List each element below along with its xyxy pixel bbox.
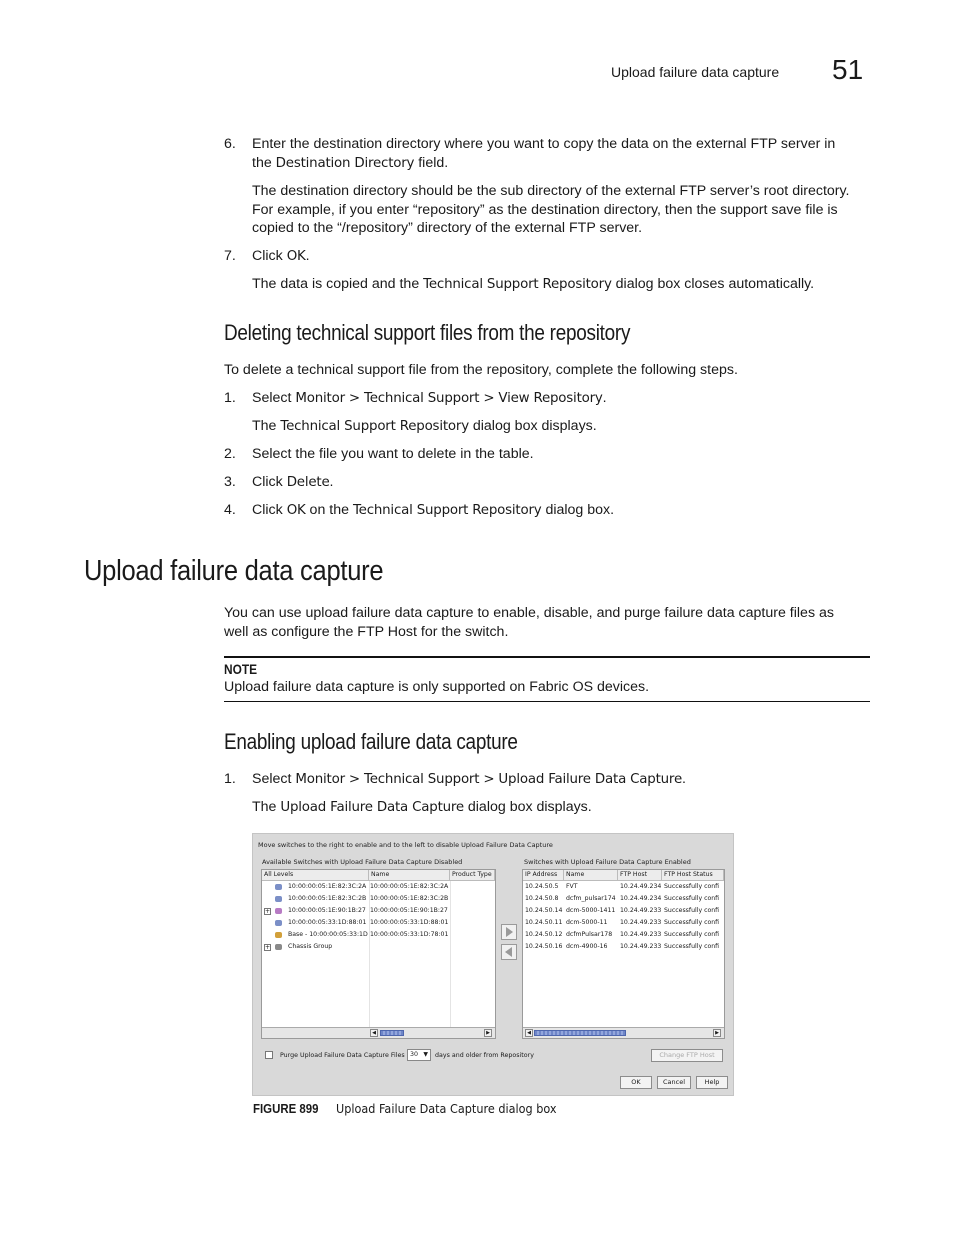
- delete-step-4: Click OK on the Technical Support Repository dialog box.: [252, 502, 615, 518]
- scroll-left-icon[interactable]: ◀: [370, 1029, 378, 1037]
- available-switches-table[interactable]: [261, 869, 496, 1039]
- note-label: NOTE: [224, 661, 258, 677]
- expand-icon[interactable]: +: [265, 908, 271, 915]
- column-header[interactable]: Product Type: [450, 870, 495, 881]
- ui-term: Technical Support Repository: [352, 503, 542, 518]
- column-header[interactable]: IP Address: [523, 870, 564, 881]
- column-header[interactable]: Name: [369, 870, 450, 881]
- ui-term: Upload Failure Data Capture: [280, 800, 464, 815]
- horizontal-scrollbar[interactable]: [262, 1027, 495, 1038]
- step-number: 2.: [224, 446, 236, 462]
- step-number: 3.: [224, 474, 236, 490]
- chassis-icon: [275, 944, 282, 950]
- chevron-down-icon: ▼: [423, 1051, 428, 1058]
- arrow-left-icon: [502, 945, 516, 959]
- section-heading: Enabling upload failure data capture: [224, 729, 518, 754]
- ui-term: Delete: [286, 475, 330, 490]
- dialog-instruction: Move switches to the right to enable and to the left to disable Upload Failure Data Capture: [258, 841, 553, 849]
- column-header[interactable]: Name: [564, 870, 618, 881]
- step-6-line-1: Enter the destination directory where you want to copy the data on the external FTP server in: [252, 136, 836, 152]
- enabled-switches-table[interactable]: [522, 869, 725, 1039]
- section-intro: To delete a technical support file from the repository, complete the following steps.: [224, 362, 738, 378]
- expand-icon[interactable]: +: [265, 944, 271, 951]
- delete-step-1: Select Monitor > Technical Support > View Repository.: [252, 390, 607, 406]
- table-row[interactable]: + 10:00:00:05:1E:90:1B:27 10:00:00:05:1E:90:1B:27: [265, 907, 448, 915]
- ui-term: Technical Support Repository: [423, 277, 612, 292]
- purge-checkbox[interactable]: [265, 1051, 273, 1059]
- body-para-2: well as configure the FTP Host for the switch.: [224, 624, 509, 640]
- switch-icon: [275, 908, 282, 914]
- running-header: Upload failure data capture: [611, 64, 780, 80]
- enable-step-1: Select Monitor > Technical Support > Upload Failure Data Capture.: [252, 771, 686, 787]
- step-6-para-3: copied to the “/repository” directory of the external FTP server.: [252, 220, 643, 236]
- note-bottom-rule: [224, 701, 870, 702]
- switch-icon: [275, 896, 282, 902]
- figure-label: FIGURE 899: [253, 1101, 319, 1116]
- table-row[interactable]: 10.24.50.12 dcfmPulsar178 10.24.49.233 Successfully confi: [525, 931, 720, 938]
- switch-icon: [275, 932, 282, 938]
- table-row[interactable]: 10.24.50.14 dcm-5000-1411 10.24.49.233 Successfully confi: [525, 907, 720, 914]
- switch-icon: [275, 920, 282, 926]
- horizontal-scrollbar[interactable]: [523, 1027, 724, 1038]
- left-panel-title: Available Switches with Upload Failure Data Capture Disabled: [262, 858, 463, 866]
- section-heading: Deleting technical support files from the repository: [224, 320, 631, 345]
- help-button[interactable]: Help: [696, 1076, 728, 1089]
- scroll-left-icon[interactable]: ◀: [525, 1029, 533, 1037]
- enable-step-1-result: The Upload Failure Data Capture dialog box displays.: [252, 799, 592, 815]
- scroll-right-icon[interactable]: ▶: [713, 1029, 721, 1037]
- delete-step-1-result: The Technical Support Repository dialog box displays.: [252, 418, 597, 434]
- purge-days-select[interactable]: 30 ▼: [407, 1049, 431, 1061]
- table-row[interactable]: 10:00:00:05:1E:82:3C:2A 10:00:00:05:1E:82:3C:2A: [262, 881, 494, 893]
- purge-label: Purge Upload Failure Data Capture Files: [280, 1052, 405, 1059]
- step-7-text: Click OK.: [252, 248, 310, 264]
- ok-button[interactable]: OK: [620, 1076, 652, 1089]
- step-number: 4.: [224, 502, 236, 518]
- step-7-result: The data is copied and the Technical Support Repository dialog box closes automatically.: [252, 276, 815, 292]
- column-header[interactable]: All Levels: [262, 870, 369, 881]
- table-row[interactable]: 10:00:00:05:33:1D:88:01 10:00:00:05:33:1D:88:01: [262, 917, 494, 929]
- body-para-1: You can use upload failure data capture to enable, disable, and purge failure data capture files as: [224, 605, 834, 621]
- ui-term: OK: [286, 503, 306, 518]
- ui-term: Destination Directory: [275, 156, 415, 171]
- table-row[interactable]: 10:00:00:05:1E:82:3C:2B 10:00:00:05:1E:82:3C:2B: [262, 893, 494, 905]
- step-number: 1.: [224, 390, 236, 406]
- table-row[interactable]: 10.24.50.8 dcfm_pulsar174 10.24.49.234 Successfully confi: [525, 895, 720, 902]
- right-panel-title: Switches with Upload Failure Data Capture Enabled: [524, 858, 691, 866]
- page-title: Upload failure data capture: [84, 555, 384, 587]
- move-right-button[interactable]: [501, 924, 517, 940]
- table-row[interactable]: 10.24.50.11 dcm-5000-11 10.24.49.233 Successfully confi: [525, 919, 720, 926]
- table-row[interactable]: 10.24.50.16 dcm-4900-16 10.24.49.233 Successfully confi: [525, 943, 720, 950]
- ui-term: Monitor > Technical Support > Upload Failure Data Capture: [295, 772, 682, 787]
- step-number: 7.: [224, 248, 236, 264]
- column-header[interactable]: FTP Host: [618, 870, 662, 881]
- scroll-thumb[interactable]: [380, 1030, 404, 1036]
- arrow-right-icon: [502, 925, 516, 939]
- table-row[interactable]: Base - 10:00:00:05:33:1D 10:00:00:05:33:1D:78:01: [262, 929, 494, 941]
- change-ftp-host-button[interactable]: Change FTP Host: [651, 1049, 723, 1062]
- step-6-para-1: The destination directory should be the sub directory of the external FTP server’s root directory.: [252, 183, 850, 199]
- move-left-button[interactable]: [501, 944, 517, 960]
- ui-term: Technical Support Repository: [280, 419, 469, 434]
- switch-icon: [275, 884, 282, 890]
- chapter-number: 51: [832, 54, 864, 85]
- figure-caption: Upload Failure Data Capture dialog box: [336, 1101, 557, 1116]
- step-6-line-2: the Destination Directory field.: [252, 155, 449, 171]
- step-number: 1.: [224, 771, 236, 787]
- table-row[interactable]: 10.24.50.5 FVT 10.24.49.234 Successfully confi: [525, 883, 720, 890]
- upload-failure-data-capture-dialog: [252, 833, 734, 1096]
- scroll-thumb[interactable]: [534, 1030, 626, 1036]
- table-row[interactable]: + Chassis Group: [265, 943, 333, 951]
- column-header[interactable]: FTP Host Status: [662, 870, 724, 881]
- ui-term: OK: [286, 249, 306, 264]
- note-top-rule: [224, 656, 870, 658]
- step-6-para-2: For example, if you enter “repository” as the destination directory, then the support save file is: [252, 202, 838, 218]
- note-text: Upload failure data capture is only supported on Fabric OS devices.: [224, 679, 650, 695]
- cancel-button[interactable]: Cancel: [657, 1076, 691, 1089]
- purge-suffix: days and older from Repository: [435, 1052, 534, 1059]
- delete-step-3: Click Delete.: [252, 474, 334, 490]
- scroll-right-icon[interactable]: ▶: [484, 1029, 492, 1037]
- delete-step-2: Select the file you want to delete in the table.: [252, 446, 534, 462]
- step-number: 6.: [224, 136, 236, 152]
- ui-term: Monitor > Technical Support > View Repository: [295, 391, 603, 406]
